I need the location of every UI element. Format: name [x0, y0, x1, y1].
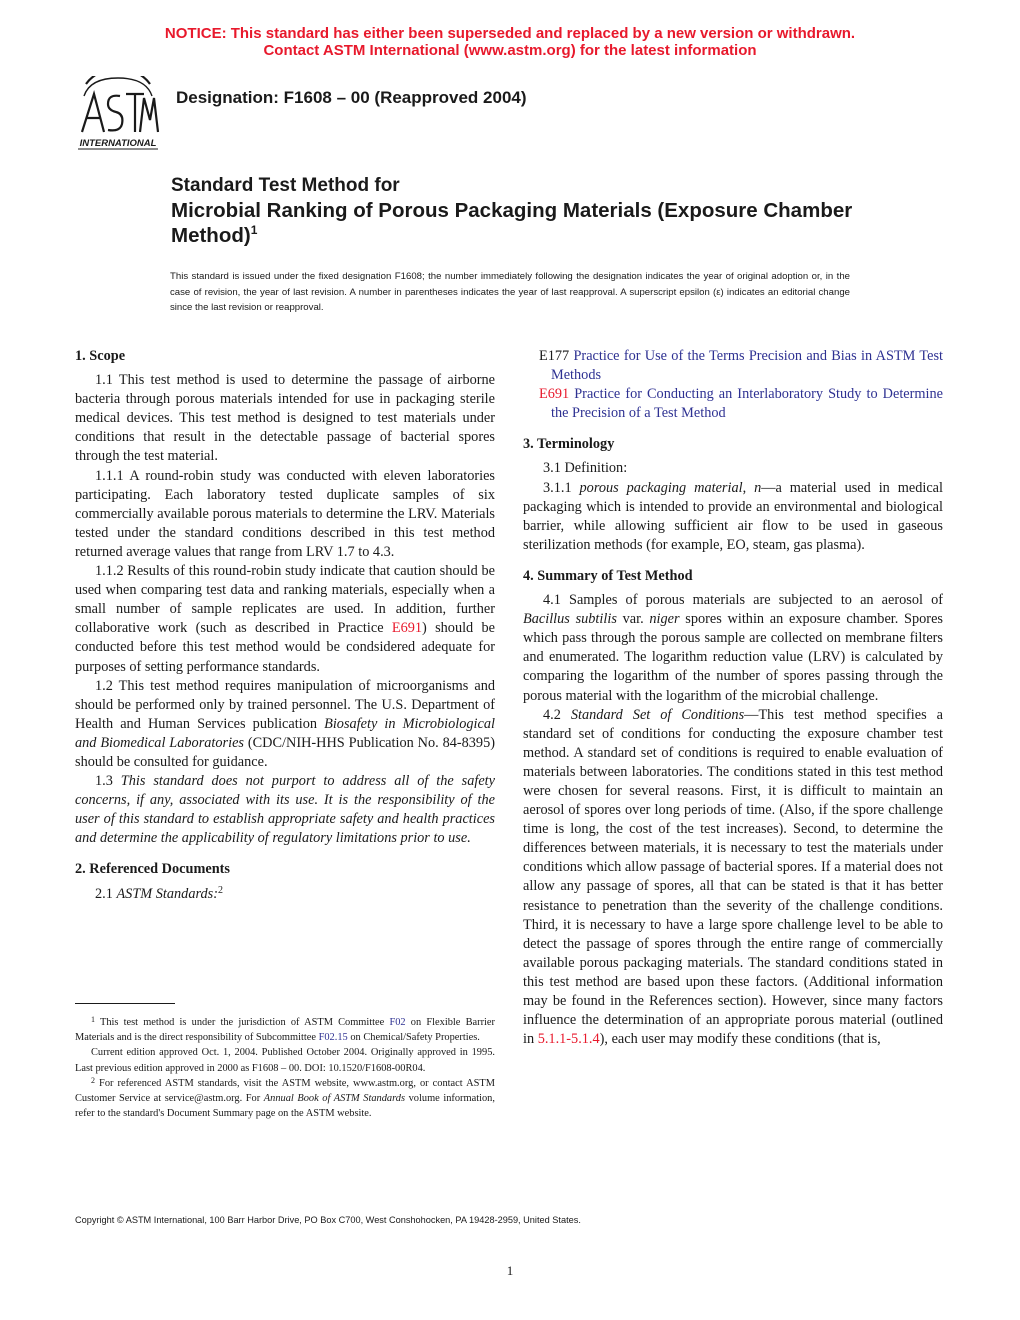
para-3-1-1: 3.1.1 porous packaging material, n—a material used in medical packaging which is intended to provide an environmental and biological barrier, while allowing sufficient air flow to be used in gaseous sterilization methods (for example, EO, steam, gas plasma). [523, 479, 943, 553]
ref-code-e177: E177 [539, 348, 570, 364]
link-f02[interactable]: F02 [389, 1017, 406, 1028]
right-column [523, 347, 943, 1049]
left-column [75, 347, 495, 904]
para-1-3: 1.3 This standard does not purport to address all of the safety concerns, if any, associated with its use. It is the responsibility of the user of this standard to establish appropriate safety and health practices and determine the applicability of regulatory limitations prior to use. [75, 773, 495, 847]
para-4-2: 4.2 Standard Set of Conditions—This test method specifies a standard set of conditions for conducting the exposure chamber test method. A standard set of conditions is required to enable evaluation of materials between laboratories. The conditions stated in this test method were chosen for several reasons. First, it is difficult to maintain an aerosol of spores over long periods of time. (Also, if the spore challenge time is long, the cost of the test increases). Second, to determine the differences between materials, it is necessary to test the materials under conditions which allow passage of bacterial spores. If a material does not allow any passage of spores, all that can be stated is that it has better resistance to penetration than the severity of the challenge conditions. Third, it is necessary to have a large spore challenge level to be able to detect the passage of spores through the entire range of commercially available porous packaging materials. The standard conditions stated in this test method are based upon these factors. (Additional information may be found in the References section). However, since many factors influence the determination of an appropriate porous material (outlined in 5.1.1-5.1.4), each user may modify these conditions (that is, [523, 706, 943, 1048]
footnotes [75, 1015, 495, 1121]
issuance-statement: This standard is issued under the fixed designation F1608; the number immediately following the designation indicates the year of original adoption or, in the case of revision, the year of last revision. A number in parentheses indicates the year of last reapproval. A superscript epsilon (ε) indicates an editorial change since the last revision or reapproval. [170, 271, 850, 313]
section-3-heading: 3. Terminology [523, 436, 615, 453]
para-1-2: 1.2 This test method requires manipulation of microorganisms and should be performed only by trained personnel. The U.S. Department of Health and Human Services publication Biosafety in Microbiological and Biomedical Laboratories (CDC/NIH-HHS Publication No. 84-8395) should be consulted for guidance. [75, 677, 495, 770]
link-f02-15[interactable]: F02.15 [318, 1032, 348, 1044]
copyright-line: Copyright © ASTM International, 100 Barr Harbor Drive, PO Box C700, West Conshohocken, PA 19428-2959, United States. [75, 1215, 581, 1225]
ref-link-e691[interactable]: Practice for Conducting an Interlaboratory Study to Determine the Precision of a Test Method [551, 386, 943, 422]
logo-label: INTERNATIONAL [79, 138, 157, 149]
section-2-heading: 2. Referenced Documents [75, 861, 230, 878]
footnote-edition: Current edition approved Oct. 1, 2004. Published October 2004. Originally approved in 1995. Last previous edition approved in 2000 as F1608 – 00. DOI: 10.1520/F1608-00R04. [75, 1047, 495, 1074]
para-1-1-1: 1.1.1 A round-robin study was conducted with eleven laboratories participating. Each laboratory tested duplicate samples of six commercially available porous materials to determine the LRV. Materials tested under the standard conditions described in this test method returned average values that range from LRV 1.7 to 4.3. [75, 467, 495, 560]
designation: Designation: F1608 – 00 (Reapproved 2004) [176, 88, 527, 107]
notice-line-2: Contact ASTM International (www.astm.org) for the latest information [263, 42, 757, 59]
para-3-1: 3.1 Definition: [543, 460, 628, 477]
para-4-1: 4.1 Samples of porous materials are subjected to an aerosol of Bacillus subtilis var. niger spores within an exposure chamber. Spores which pass through the porous sample are collected on membrane filters and enumerated. The logarithm reduction value (LRV) is calculated by comparing the logarithm of the number of spores passing through the porous material with the logarithm of the microbial challenge. [523, 592, 943, 704]
reference-e691 [523, 385, 943, 423]
para-2-1: 2.1 ASTM Standards:$^2$ [95, 884, 223, 902]
supersede-notice [0, 25, 1020, 59]
link-e691[interactable]: E691 [391, 620, 423, 637]
title-footnote-mark: 1 [250, 223, 258, 237]
ref-code-e691[interactable]: E691 [539, 386, 570, 403]
astm-logo-icon [74, 76, 162, 152]
title-pre: Standard Test Method for [171, 175, 400, 196]
link-section-5-1[interactable]: 5.1.1-5.1.4 [537, 1031, 600, 1048]
notice-line-1: NOTICE: This standard has either been superseded and replaced by a new version or withdrawn. [164, 25, 856, 42]
para-1-1: 1.1 This test method is used to determine the passage of airborne bacteria through porous materials intended for use in packaging sterile medical devices. This test method is designed to test materials under conditions that result in the detectable passage of bacterial spores through the test material. [75, 372, 495, 465]
section-4-heading: 4. Summary of Test Method [523, 567, 693, 584]
footnote-2: $^2$ For referenced ASTM standards, visit the ASTM website, www.astm.org, or contact ASTM Customer Service at service@astm.org. For Annual Book of ASTM Standards volume information, refer to the standard's Document Summary page on the ASTM website. [75, 1075, 495, 1120]
reference-e177 [523, 347, 943, 385]
document-title [171, 198, 931, 248]
footnote-1: $^1$ This test method is under the jurisdiction of ASTM Committee F02 on Flexible Barrier Materials and is the direct responsibility of Subcommittee F02.15 on Chemical/Safety Properties. [75, 1015, 495, 1044]
title-block [171, 174, 931, 248]
para-1-1-2: 1.1.2 Results of this round-robin study indicate that caution should be used when comparing test data and ranking materials, especially when a small number of sample replicates are used. In addition, further collaborative work (such as described in Practice E691) should be conducted before this test method would be condsidered adequate for purposes of setting performance standards. [75, 563, 495, 675]
section-1-heading: 1. Scope [75, 348, 126, 364]
footnote-divider [75, 1003, 175, 1004]
ref-link-e177[interactable]: Practice for Use of the Terms Precision and Bias in ASTM Test Methods [551, 348, 943, 384]
page-number: 1 [506, 1263, 514, 1278]
title-main-text: Microbial Ranking of Porous Packaging Materials (Exposure Chamber Method) [171, 199, 853, 247]
